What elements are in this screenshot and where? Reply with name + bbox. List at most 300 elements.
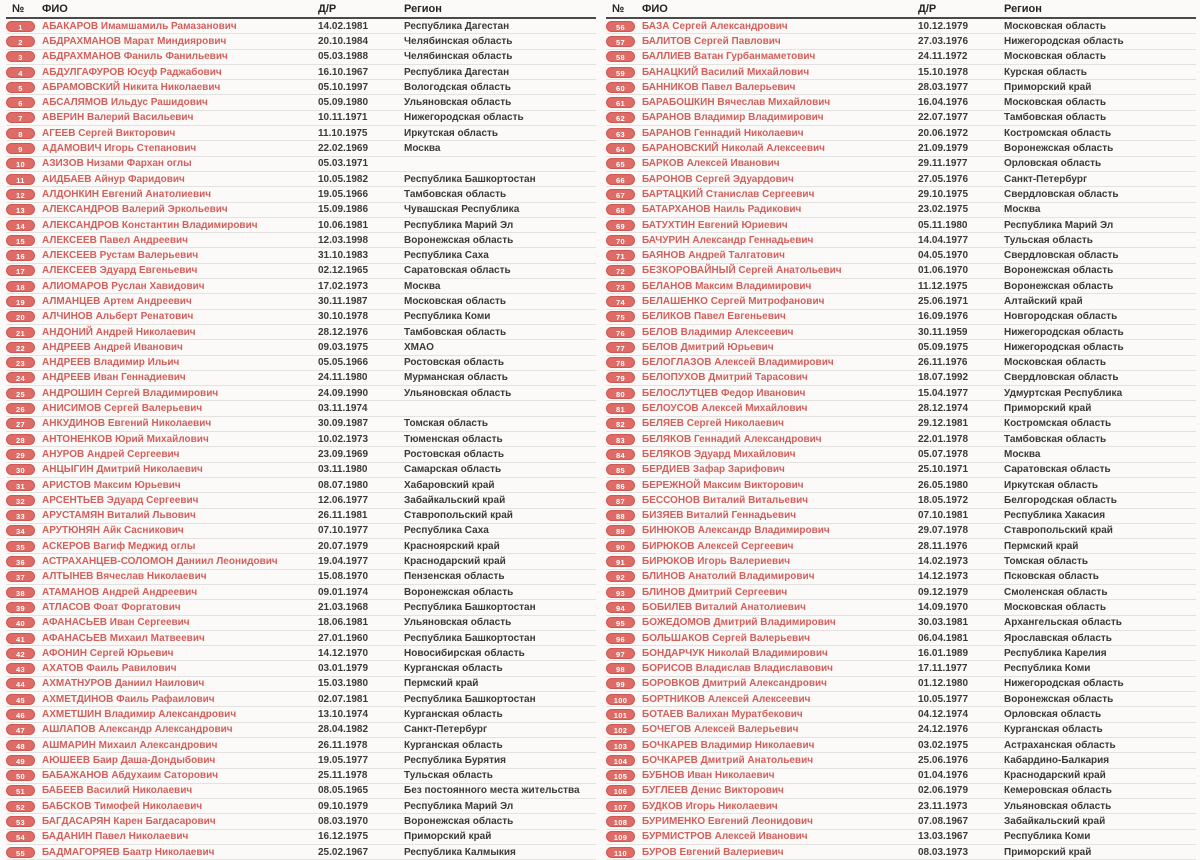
table-row xyxy=(6,19,596,34)
table-row xyxy=(6,784,596,799)
person-name: АХМЕТШИН Владимир Александрович xyxy=(42,709,237,720)
region: Иркутская область xyxy=(1004,479,1099,491)
person-name: АЛМАНЦЕВ Артем Андреевич xyxy=(42,295,192,307)
table-row xyxy=(606,340,1196,355)
row-number-badge: 27 xyxy=(6,418,35,429)
birth-date: 13.10.1974 xyxy=(318,709,369,720)
row-number-badge: 23 xyxy=(6,357,35,368)
row-number-badge: 88 xyxy=(606,510,635,521)
region: Республика Башкортостан xyxy=(404,693,536,705)
birth-date: 28.03.1977 xyxy=(918,81,969,93)
person-name: АБДУЛГАФУРОВ Юсуф Раджабович xyxy=(42,66,222,78)
person-name: БОЧЕГОВ Алексей Валерьевич xyxy=(642,724,799,736)
region: Москва xyxy=(1004,204,1041,216)
person-name: БОБИЛЕВ Виталий Анатолиевич xyxy=(642,601,806,613)
table-row xyxy=(6,493,596,508)
person-name: АНТОНЕНКОВ Юрий Михайлович xyxy=(42,433,209,445)
table-row xyxy=(6,845,596,860)
person-name: АНДОНИЙ Андрей Николаевич xyxy=(42,326,196,338)
table-row xyxy=(606,784,1196,799)
birth-date: 05.03.1971 xyxy=(318,158,369,170)
person-name: АДАМОВИЧ Игорь Степанович xyxy=(42,143,197,155)
row-number-badge: 102 xyxy=(606,724,635,735)
person-name: БАРКОВ Алексей Иванович xyxy=(642,158,780,170)
person-name: АНДРЕЕВ Владимир Ильич xyxy=(42,357,180,369)
row-number-badge: 59 xyxy=(606,67,635,78)
row-number-badge: 76 xyxy=(606,327,635,338)
row-number-badge: 12 xyxy=(6,189,35,200)
region: Республика Дагестан xyxy=(404,20,510,32)
birth-date: 09.10.1979 xyxy=(318,800,369,812)
region: Приморский край xyxy=(1004,846,1092,858)
person-name: БОЧКАРЕВ Дмитрий Анатольевич xyxy=(642,754,814,766)
person-name: БУГЛЕЕВ Денис Викторович xyxy=(642,785,784,797)
region: Новгородская область xyxy=(1004,311,1118,323)
row-number-badge: 2 xyxy=(6,36,35,47)
row-number-badge: 79 xyxy=(606,372,635,383)
birth-date: 04.05.1970 xyxy=(918,250,969,262)
region: Пермский край xyxy=(1004,540,1079,552)
birth-date: 03.11.1974 xyxy=(318,403,368,415)
person-name: АБДРАХМАНОВ Фаниль Фанильевич xyxy=(42,51,228,63)
row-number-badge: 80 xyxy=(606,388,635,399)
person-name: БАЗА Сергей Александрович xyxy=(642,20,788,32)
person-name: БИРЮКОВ Алексей Сергеевич xyxy=(642,540,794,552)
birth-date: 22.02.1969 xyxy=(318,143,369,155)
table-row xyxy=(6,509,596,524)
person-name: БАТУХТИН Евгений Юриевич xyxy=(642,219,788,231)
birth-date: 27.01.1960 xyxy=(318,632,369,644)
region: Кемеровская область xyxy=(1004,785,1112,797)
row-number-badge: 101 xyxy=(606,709,635,720)
region: Курганская область xyxy=(404,709,503,720)
person-name: БАДМАГОРЯЕВ Баатр Николаевич xyxy=(42,846,215,858)
region: Республика Башкортостан xyxy=(404,173,536,185)
person-name: АЛЕКСЕЕВ Павел Андреевич xyxy=(42,234,188,246)
region: Удмуртская Республика xyxy=(1004,387,1123,399)
table-row xyxy=(606,417,1196,432)
person-name: АЮШЕЕВ Баир Даша-Дондыбович xyxy=(42,754,216,766)
region: Московская область xyxy=(1004,20,1107,32)
person-name: БАРТАЦКИЙ Станислав Сергеевич xyxy=(642,188,815,200)
row-number-badge: 107 xyxy=(606,801,635,812)
row-number-badge: 14 xyxy=(6,220,35,231)
birth-date: 16.10.1967 xyxy=(318,66,369,78)
region: Смоленская область xyxy=(1004,586,1108,598)
column-header-name: ФИО xyxy=(42,2,68,15)
birth-date: 10.05.1982 xyxy=(318,173,369,185)
region: Московская область xyxy=(404,295,507,307)
birth-date: 16.12.1975 xyxy=(318,831,369,843)
person-name: БАРАНОВ Владимир Владимирович xyxy=(642,112,824,124)
region: Нижегородская область xyxy=(1004,35,1124,47)
table-row xyxy=(6,417,596,432)
person-name: БОЖЕДОМОВ Дмитрий Владимирович xyxy=(642,617,836,629)
region: Ульяновская область xyxy=(1004,800,1112,812)
person-name: БЕЛОСЛУТЦЕВ Федор Иванович xyxy=(642,387,806,399)
person-name: БЕЛОВ Дмитрий Юрьевич xyxy=(642,341,774,353)
person-name: АЛТЫНЕВ Вячеслав Николаевич xyxy=(42,571,207,583)
row-number-badge: 87 xyxy=(606,495,635,506)
region: Санкт-Петербург xyxy=(404,724,488,736)
row-number-badge: 67 xyxy=(606,189,635,200)
birth-date: 01.04.1976 xyxy=(918,770,969,782)
row-number-badge: 53 xyxy=(6,816,35,827)
birth-date: 21.09.1979 xyxy=(918,143,969,155)
region: Ярославская область xyxy=(1004,632,1112,644)
person-name: БЕЛЯКОВ Геннадий Александрович xyxy=(642,433,822,445)
row-number-badge: 41 xyxy=(6,633,35,644)
birth-date: 23.11.1973 xyxy=(918,800,968,812)
person-name: АТЛАСОВ Фоат Форгатович xyxy=(42,601,181,613)
table-row xyxy=(6,264,596,279)
table-row xyxy=(6,371,596,386)
region: Алтайский край xyxy=(1004,295,1083,307)
region: Московская область xyxy=(1004,357,1107,369)
region: Московская область xyxy=(1004,601,1107,613)
birth-date: 14.02.1981 xyxy=(318,20,369,32)
birth-date: 09.03.1975 xyxy=(318,341,369,353)
person-name: АЛЕКСЕЕВ Рустам Валерьевич xyxy=(42,250,199,262)
row-number-badge: 10 xyxy=(6,158,35,169)
person-name: АСТРАХАНЦЕВ-СОЛОМОН Даниил Леонидович xyxy=(42,556,278,568)
table-row xyxy=(6,248,596,263)
person-name: БАННИКОВ Павел Валерьевич xyxy=(642,81,796,93)
person-name: АЛЧИНОВ Альберт Ренатович xyxy=(42,311,194,323)
row-number-badge: 52 xyxy=(6,801,35,812)
table-row xyxy=(6,447,596,462)
birth-date: 16.09.1976 xyxy=(918,311,969,323)
row-number-badge: 11 xyxy=(6,174,35,185)
person-name: БОНДАРЧУК Николай Владимирович xyxy=(642,647,828,659)
row-number-badge: 99 xyxy=(606,678,635,689)
person-name: АШМАРИН Михаил Александрович xyxy=(42,739,218,751)
birth-date: 05.05.1966 xyxy=(318,357,369,369)
table-row xyxy=(6,401,596,416)
person-name: АТАМАНОВ Андрей Андреевич xyxy=(42,586,198,598)
row-number-badge: 98 xyxy=(606,663,635,674)
birth-date: 02.12.1965 xyxy=(318,265,369,277)
row-number-badge: 8 xyxy=(6,128,35,139)
region: Ростовская область xyxy=(404,448,505,460)
region: Приморский край xyxy=(1004,403,1092,415)
row-number-badge: 70 xyxy=(606,235,635,246)
table-row xyxy=(6,279,596,294)
row-number-badge: 3 xyxy=(6,51,35,62)
row-number-badge: 106 xyxy=(606,785,635,796)
row-number-badge: 45 xyxy=(6,694,35,705)
region: Московская область xyxy=(1004,97,1107,109)
table-row xyxy=(606,386,1196,401)
region: Республика Башкортостан xyxy=(404,601,536,613)
region: Нижегородская область xyxy=(1004,678,1124,690)
row-number-badge: 24 xyxy=(6,372,35,383)
birth-date: 08.05.1965 xyxy=(318,785,369,797)
table-row xyxy=(6,172,596,187)
row-number-badge: 7 xyxy=(6,112,35,123)
region: Санкт-Петербург xyxy=(1004,173,1088,185)
birth-date: 08.07.1980 xyxy=(318,479,369,491)
birth-date: 18.07.1992 xyxy=(918,372,969,384)
table-header xyxy=(606,0,1196,19)
person-name: АНКУДИНОВ Евгений Николаевич xyxy=(42,418,212,430)
row-number-badge: 48 xyxy=(6,740,35,751)
table-row xyxy=(6,723,596,738)
person-name: БЕРЕЖНОЙ Максим Викторович xyxy=(642,479,804,491)
table-row xyxy=(606,769,1196,784)
birth-date: 07.10.1981 xyxy=(918,510,969,522)
person-name: БАРАНОВСКИЙ Николай Алексеевич xyxy=(642,143,825,155)
region: Республика Коми xyxy=(404,311,491,323)
birth-date: 05.11.1980 xyxy=(918,219,968,231)
person-name: АНДРЕЕВ Андрей Иванович xyxy=(42,341,183,353)
region: Воронежская область xyxy=(1004,693,1114,705)
person-name: АНИСИМОВ Сергей Валерьевич xyxy=(42,403,203,415)
birth-date: 16.04.1976 xyxy=(918,97,969,109)
table-row xyxy=(606,141,1196,156)
region: Орловская область xyxy=(1004,709,1102,720)
table-row xyxy=(606,554,1196,569)
row-number-badge: 62 xyxy=(606,112,635,123)
birth-date: 24.11.1972 xyxy=(918,51,968,63)
region: Вологодская область xyxy=(404,81,511,93)
birth-date: 17.02.1973 xyxy=(318,280,369,292)
column-header-name: ФИО xyxy=(642,2,668,15)
region: Воронежская область xyxy=(1004,265,1114,277)
table-row xyxy=(606,126,1196,141)
region: Воронежская область xyxy=(404,816,514,828)
table-row xyxy=(606,585,1196,600)
table-row xyxy=(606,80,1196,95)
person-name: БЕЛОГЛАЗОВ Алексей Владимирович xyxy=(642,357,834,369)
table-row xyxy=(6,769,596,784)
birth-date: 10.11.1971 xyxy=(318,112,368,124)
person-name: БУДКОВ Игорь Николаевич xyxy=(642,800,778,812)
region: Новосибирская область xyxy=(404,647,525,659)
region: Ульяновская область xyxy=(404,97,512,109)
table-row xyxy=(6,310,596,325)
row-number-badge: 92 xyxy=(606,571,635,582)
birth-date: 03.01.1979 xyxy=(318,663,369,675)
region: Псковская область xyxy=(1004,571,1099,583)
row-number-badge: 65 xyxy=(606,158,635,169)
birth-date: 19.04.1977 xyxy=(318,556,369,568)
table-row xyxy=(606,248,1196,263)
region: Ставропольский край xyxy=(1004,525,1113,537)
table-row xyxy=(6,80,596,95)
birth-date: 14.04.1977 xyxy=(918,234,969,246)
table-row xyxy=(606,65,1196,80)
row-number-badge: 108 xyxy=(606,816,635,827)
birth-date: 11.10.1975 xyxy=(318,127,368,139)
region: Астраханская область xyxy=(1004,739,1116,751)
birth-date: 25.11.1978 xyxy=(318,770,368,782)
person-name: АНУРОВ Андрей Сергеевич xyxy=(42,448,180,460)
birth-date: 09.01.1974 xyxy=(318,586,369,598)
person-name: БОТАЕВ Валихан Муратбекович xyxy=(642,709,803,720)
row-number-badge: 57 xyxy=(606,36,635,47)
row-number-badge: 84 xyxy=(606,449,635,460)
birth-date: 22.01.1978 xyxy=(918,433,969,445)
region: Костромская область xyxy=(1004,127,1112,139)
region: Иркутская область xyxy=(404,127,499,139)
birth-date: 23.02.1975 xyxy=(918,204,969,216)
table-row xyxy=(606,830,1196,845)
table-row xyxy=(606,447,1196,462)
row-number-badge: 78 xyxy=(606,357,635,368)
table-header xyxy=(6,0,596,19)
table-row xyxy=(606,401,1196,416)
row-number-badge: 56 xyxy=(606,21,635,32)
table-row xyxy=(606,203,1196,218)
row-number-badge: 18 xyxy=(6,281,35,292)
region: Хабаровский край xyxy=(404,479,495,491)
region: Пермский край xyxy=(404,678,479,690)
birth-date: 20.07.1979 xyxy=(318,540,369,552)
birth-date: 05.03.1988 xyxy=(318,51,369,63)
table-row xyxy=(6,233,596,248)
birth-date: 20.10.1984 xyxy=(318,35,369,47)
person-name: БЕЛАНОВ Максим Владимирович xyxy=(642,280,812,292)
person-name: АВЕРИН Валерий Васильевич xyxy=(42,112,194,124)
row-number-badge: 37 xyxy=(6,571,35,582)
region: Тамбовская область xyxy=(1004,433,1107,445)
row-number-badge: 21 xyxy=(6,327,35,338)
region: Тамбовская область xyxy=(1004,112,1107,124)
person-name: БАЯНОВ Андрей Талгатович xyxy=(642,250,785,262)
row-number-badge: 97 xyxy=(606,648,635,659)
table-row xyxy=(606,814,1196,829)
row-number-badge: 9 xyxy=(6,143,35,154)
row-number-badge: 50 xyxy=(6,770,35,781)
region: Чувашская Республика xyxy=(404,204,520,216)
region: Республика Дагестан xyxy=(404,66,510,78)
region: Курганская область xyxy=(404,663,503,675)
birth-date: 14.12.1970 xyxy=(318,647,369,659)
region: Нижегородская область xyxy=(1004,341,1124,353)
table-row xyxy=(606,19,1196,34)
column-header-dob: Д/Р xyxy=(918,2,937,15)
person-name: БАНАЦКИЙ Василий Михайлович xyxy=(642,66,810,78)
person-name: БЕЛИКОВ Павел Евгеньевич xyxy=(642,311,786,323)
region: Ульяновская область xyxy=(404,617,512,629)
person-name: АРСЕНТЬЕВ Эдуард Сергеевич xyxy=(42,494,199,506)
table-row xyxy=(6,707,596,722)
birth-date: 31.10.1983 xyxy=(318,250,369,262)
row-number-badge: 19 xyxy=(6,296,35,307)
birth-date: 02.06.1979 xyxy=(918,785,969,797)
birth-date: 24.11.1980 xyxy=(318,372,368,384)
table-row xyxy=(6,356,596,371)
row-number-badge: 96 xyxy=(606,633,635,644)
table-row xyxy=(606,310,1196,325)
table-row xyxy=(6,753,596,768)
region: Москва xyxy=(1004,448,1041,460)
person-name: БУБНОВ Иван Николаевич xyxy=(642,770,775,782)
row-number-badge: 93 xyxy=(606,587,635,598)
region: Томская область xyxy=(1004,556,1089,568)
person-name: АИДБАЕВ Айнур Фаридович xyxy=(42,173,185,185)
birth-date: 19.05.1977 xyxy=(318,754,369,766)
row-number-badge: 1 xyxy=(6,21,35,32)
row-number-badge: 44 xyxy=(6,678,35,689)
region: Орловская область xyxy=(1004,158,1102,170)
row-number-badge: 39 xyxy=(6,602,35,613)
column-header-region: Регион xyxy=(404,2,442,15)
row-number-badge: 20 xyxy=(6,311,35,322)
birth-date: 28.04.1982 xyxy=(318,724,369,736)
person-name: АБСАЛЯМОВ Ильдус Рашидович xyxy=(42,97,208,109)
row-number-badge: 15 xyxy=(6,235,35,246)
row-number-badge: 36 xyxy=(6,556,35,567)
region: Воронежская область xyxy=(404,234,514,246)
person-name: АРИСТОВ Максим Юрьевич xyxy=(42,479,181,491)
birth-date: 29.12.1981 xyxy=(918,418,969,430)
birth-date: 30.10.1978 xyxy=(318,311,369,323)
region: Республика Хакасия xyxy=(1004,510,1106,522)
row-number-badge: 69 xyxy=(606,220,635,231)
row-number-badge: 110 xyxy=(606,847,635,858)
birth-date: 29.10.1975 xyxy=(918,188,969,200)
birth-date: 14.09.1970 xyxy=(918,601,969,613)
person-name: АЛИОМАРОВ Руслан Хавидович xyxy=(42,280,205,292)
region: Нижегородская область xyxy=(1004,326,1124,338)
row-number-badge: 81 xyxy=(606,403,635,414)
row-number-badge: 43 xyxy=(6,663,35,674)
person-name: БЛИНОВ Анатолий Владимирович xyxy=(642,571,815,583)
table-row xyxy=(6,50,596,65)
birth-date: 26.11.1981 xyxy=(318,510,368,522)
person-name: АХАТОВ Фаиль Равилович xyxy=(42,663,177,675)
birth-date: 11.12.1975 xyxy=(918,280,968,292)
region: Забайкальский край xyxy=(1004,816,1106,828)
person-name: БАРОНОВ Сергей Эдуардович xyxy=(642,173,794,185)
person-name: БЕЛОУСОВ Алексей Михайлович xyxy=(642,403,808,415)
table-row xyxy=(606,356,1196,371)
row-number-badge: 26 xyxy=(6,403,35,414)
region: Республика Марий Эл xyxy=(404,219,514,231)
person-name: АЛЕКСЕЕВ Эдуард Евгеньевич xyxy=(42,265,198,277)
table-row xyxy=(606,600,1196,615)
birth-date: 08.03.1970 xyxy=(318,816,369,828)
person-name: БОРОВКОВ Дмитрий Александрович xyxy=(642,678,827,690)
table-row xyxy=(6,203,596,218)
person-name: БОРТНИКОВ Алексей Алексеевич xyxy=(642,693,811,705)
person-name: БУРОВ Евгений Валериевич xyxy=(642,846,784,858)
region: Ростовская область xyxy=(404,357,505,369)
birth-date: 05.07.1978 xyxy=(918,448,969,460)
person-name: БОЧКАРЕВ Владимир Николаевич xyxy=(642,739,815,751)
table-row xyxy=(606,524,1196,539)
row-number-badge: 54 xyxy=(6,831,35,842)
person-name: АРУСТАМЯН Виталий Львович xyxy=(42,510,196,522)
row-number-badge: 47 xyxy=(6,724,35,735)
table-row xyxy=(606,738,1196,753)
table-row xyxy=(606,95,1196,110)
region: Республика Бурятия xyxy=(404,754,506,766)
table-row xyxy=(6,600,596,615)
birth-date: 17.11.1977 xyxy=(918,663,968,675)
row-number-badge: 35 xyxy=(6,541,35,552)
table-row xyxy=(606,661,1196,676)
table-row xyxy=(606,799,1196,814)
person-name: БУРИМЕНКО Евгений Леонидович xyxy=(642,816,813,828)
table-row xyxy=(6,616,596,631)
birth-date: 26.11.1978 xyxy=(318,739,368,751)
row-number-badge: 33 xyxy=(6,510,35,521)
person-name: АЛЕКСАНДРОВ Валерий Эркольевич xyxy=(42,204,228,216)
person-name: АЛЕКСАНДРОВ Константин Владимирович xyxy=(42,219,258,231)
